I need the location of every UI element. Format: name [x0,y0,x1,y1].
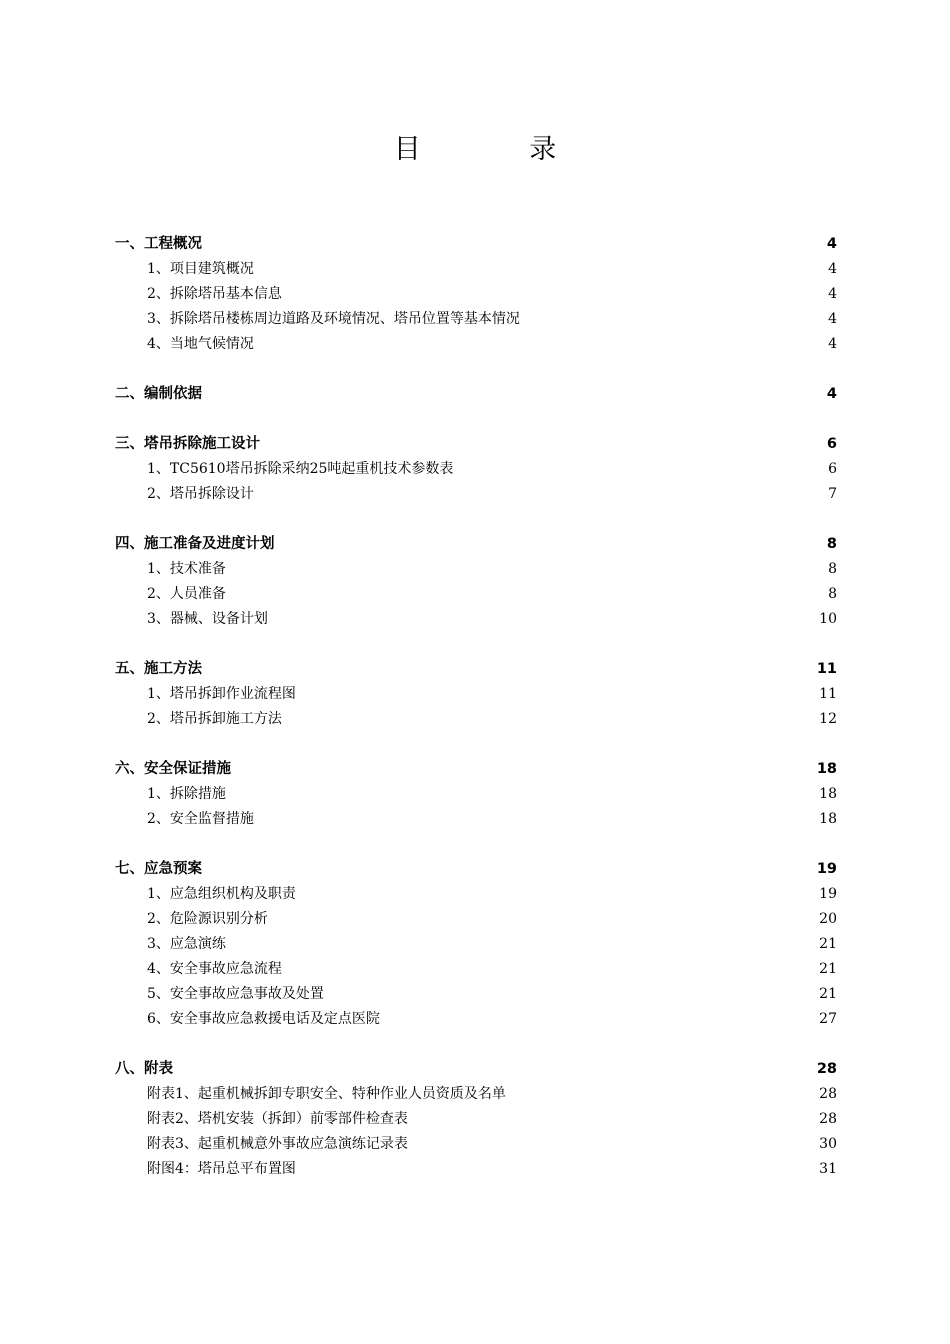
toc-entry-page: 8 [826,536,837,552]
toc-subentry-page: 8 [828,561,837,577]
toc-section [115,532,837,632]
toc-subentry[interactable] [115,307,837,332]
toc-subentry-label: 2、安全监督措施 [147,811,254,827]
toc-subentry-page: 8 [828,586,837,602]
toc-section [115,757,837,832]
toc-subentry-label: 1、拆除措施 [147,786,226,802]
toc-subentry[interactable] [115,457,837,482]
toc-subentry-label: 2、人员准备 [147,586,226,602]
toc-subentry-page: 19 [819,886,837,902]
toc-entry-label: 八、附表 [115,1061,173,1077]
toc-subentry[interactable] [115,257,837,282]
toc-subentry[interactable] [115,907,837,932]
toc-subentry-page: 21 [819,936,837,952]
toc-entry[interactable] [115,757,837,782]
toc-subentry[interactable] [115,982,837,1007]
toc-subentry[interactable] [115,682,837,707]
toc-subentry-page: 30 [819,1136,837,1152]
toc-entry[interactable] [115,432,837,457]
toc-subentry-page: 6 [828,461,837,477]
toc-subentry-label: 1、应急组织机构及职责 [147,886,296,902]
toc-subentry-page: 18 [819,786,837,802]
toc-subentry[interactable] [115,782,837,807]
toc-subentry-page: 20 [819,911,837,927]
toc-entry-page: 18 [816,761,837,777]
toc-entry-page: 28 [816,1061,837,1077]
toc-subentry-label: 3、应急演练 [147,936,226,952]
toc-subentry-label: 5、安全事故应急事故及处置 [147,986,324,1002]
toc-entry-page: 4 [826,386,837,402]
toc-subentry-page: 21 [819,961,837,977]
toc-subentry-page: 11 [819,686,837,702]
toc-entry-label: 三、塔吊拆除施工设计 [115,436,260,452]
toc-subentry[interactable] [115,482,837,507]
toc-section [115,232,837,357]
toc-subentry[interactable] [115,282,837,307]
toc-subentry-page: 21 [819,986,837,1002]
toc-section [115,432,837,507]
toc-subentry[interactable] [115,957,837,982]
toc-subentry-page: 7 [828,486,837,502]
toc-subentry-page: 4 [828,261,837,277]
toc-subentry-label: 2、塔吊拆除设计 [147,486,254,502]
toc-entry-label: 一、工程概况 [115,236,202,252]
toc-subentry-page: 28 [819,1086,837,1102]
toc-subentry-page: 18 [819,811,837,827]
toc-section [115,1057,837,1182]
toc-subentry[interactable] [115,1007,837,1032]
toc-subentry-label: 2、危险源识别分析 [147,911,268,927]
toc-subentry-label: 附图4：塔吊总平布置图 [147,1161,296,1177]
toc-subentry[interactable] [115,582,837,607]
toc-subentry-page: 12 [819,711,837,727]
toc-subentry-label: 1、技术准备 [147,561,226,577]
toc-subentry-page: 10 [819,611,837,627]
toc-entry-page: 4 [826,236,837,252]
toc-entry-label: 四、施工准备及进度计划 [115,536,275,552]
toc-entry[interactable] [115,232,837,257]
toc-entry-page: 19 [816,861,837,877]
toc-section [115,857,837,1032]
toc-subentry-label: 4、当地气候情况 [147,336,254,352]
toc-subentry[interactable] [115,332,837,357]
toc-subentry-label: 附表1、起重机械拆卸专职安全、特种作业人员资质及名单 [147,1086,506,1102]
toc-entry-label: 二、编制依据 [115,386,202,402]
toc-subentry[interactable] [115,1132,837,1157]
toc-entry[interactable] [115,657,837,682]
toc-subentry-label: 3、拆除塔吊楼栋周边道路及环境情况、塔吊位置等基本情况 [147,311,520,327]
toc-subentry[interactable] [115,932,837,957]
toc-subentry-label: 附表3、起重机械意外事故应急演练记录表 [147,1136,408,1152]
toc-subentry-label: 附表2、塔机安装（拆卸）前零部件检查表 [147,1111,408,1127]
toc-subentry-label: 2、拆除塔吊基本信息 [147,286,282,302]
toc-entry[interactable] [115,1057,837,1082]
toc-entry[interactable] [115,857,837,882]
toc-subentry[interactable] [115,882,837,907]
toc-section [115,382,837,407]
toc-subentry-label: 1、塔吊拆卸作业流程图 [147,686,296,702]
toc-subentry-label: 4、安全事故应急流程 [147,961,282,977]
toc-subentry-label: 3、器械、设备计划 [147,611,268,627]
toc-subentry-label: 1、项目建筑概况 [147,261,254,277]
toc-subentry[interactable] [115,707,837,732]
toc-entry[interactable] [115,382,837,407]
toc-subentry[interactable] [115,1107,837,1132]
toc-subentry-label: 2、塔吊拆卸施工方法 [147,711,282,727]
toc-subentry-label: 1、TC5610塔吊拆除采纳25吨起重机技术参数表 [147,461,454,477]
toc-subentry-page: 27 [819,1011,837,1027]
toc-subentry-page: 31 [819,1161,837,1177]
toc-section [115,657,837,732]
toc-subentry[interactable] [115,607,837,632]
toc-entry-label: 六、安全保证措施 [115,761,231,777]
toc-subentry-page: 4 [828,336,837,352]
table-of-contents [115,232,837,1207]
toc-subentry-label: 6、安全事故应急救援电话及定点医院 [147,1011,380,1027]
toc-entry[interactable] [115,532,837,557]
toc-subentry[interactable] [115,1157,837,1182]
toc-subentry[interactable] [115,557,837,582]
toc-subentry[interactable] [115,807,837,832]
toc-subentry[interactable] [115,1082,837,1107]
toc-subentry-page: 4 [828,286,837,302]
toc-entry-label: 五、施工方法 [115,661,202,677]
toc-entry-label: 七、应急预案 [115,861,202,877]
toc-entry-page: 11 [816,661,837,677]
toc-subentry-page: 4 [828,311,837,327]
toc-title: 目 录 [393,134,607,165]
toc-subentry-page: 28 [819,1111,837,1127]
toc-entry-page: 6 [826,436,837,452]
